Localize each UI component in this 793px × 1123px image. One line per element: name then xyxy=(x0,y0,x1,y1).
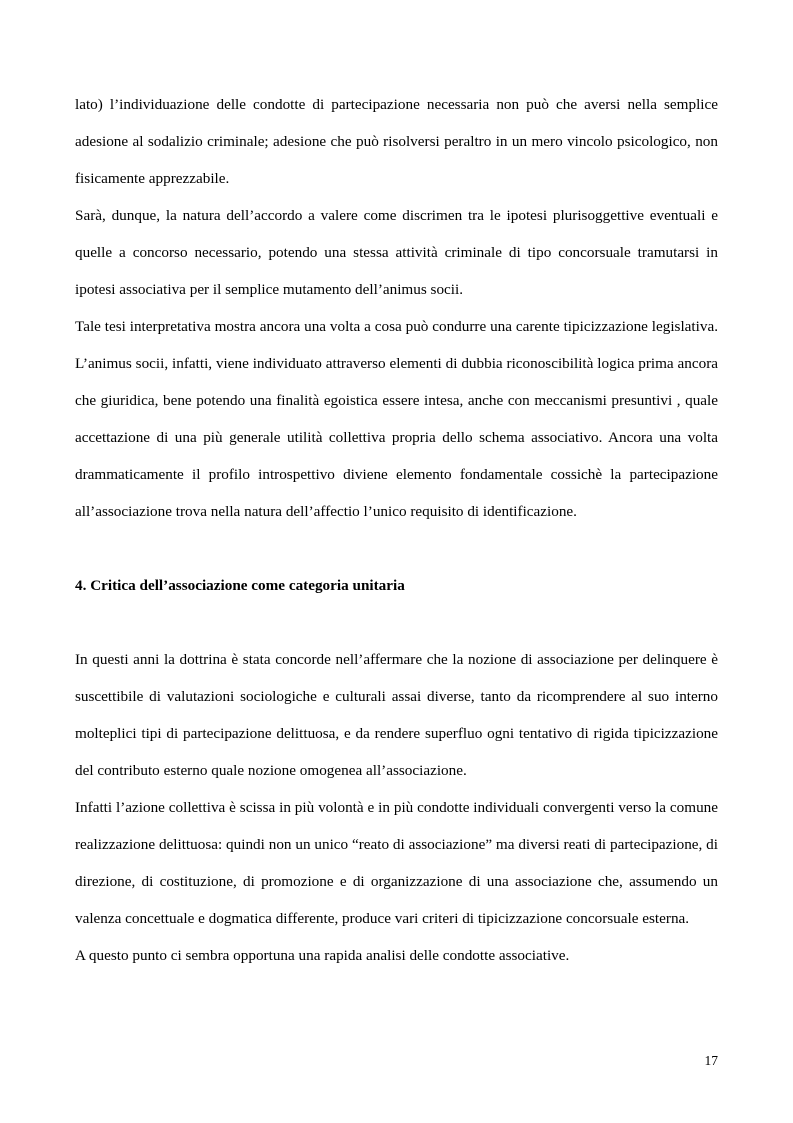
paragraph-analisi: A questo punto ci sembra opportuna una rapida analisi delle condotte associative. xyxy=(75,947,570,964)
body-text xyxy=(75,86,718,974)
paragraph-tesi-interpretativa: Tale tesi interpretativa mostra ancora una volta a cosa può condurre una carente tipicizzazione legislativa. L’animus socii, infatti, viene individuato attraverso elementi di dubbia riconoscibilità logica prima ancora che giuridica, bene potendo una finalità egoistica essere intesa, anche con meccanismi presuntivi , quale accettazione di una più generale utilità collettiva propria dello schema associativo. Ancora una volta drammaticamente il profilo introspettivo diviene elemento fondamentale cossichè la partecipazione all’associazione trova nella natura dell’affectio l’unico requisito di identificazione. xyxy=(75,318,718,520)
spacer xyxy=(75,604,718,641)
paragraph-dottrina: In questi anni la dottrina è stata concorde nell’affermare che la nozione di associazione per delinquere è suscettibile di valutazioni sociologiche e culturali assai diverse, tanto da ricomprendere al suo interno molteplici tipi di partecipazione delittuosa, e da rendere superfluo ogni tentativo di rigida tipicizzazione del contributo esterno quale nozione omogenea all’associazione. xyxy=(75,651,718,779)
section-heading: 4. Critica dell’associazione come categoria unitaria xyxy=(75,577,405,594)
paragraph-continuation: lato) l’individuazione delle condotte di partecipazione necessaria non può che aversi nella semplice adesione al sodalizio criminale; adesione che può risolversi peraltro in un mero vincolo psicologico, non fisicamente apprezzabile. xyxy=(75,96,718,187)
paragraph-discrimen: Sarà, dunque, la natura dell’accordo a valere come discrimen tra le ipotesi plurisoggettive eventuali e quelle a concorso necessario, potendo una stessa attività criminale di tipo concorsuale tramutarsi in ipotesi associativa per il semplice mutamento dell’animus socii. xyxy=(75,207,718,298)
paragraph-azione-collettiva: Infatti l’azione collettiva è scissa in più volontà e in più condotte individuali convergenti verso la comune realizzazione delittuosa: quindi non un unico “reato di associazione” ma diversi reati di partecipazione, di direzione, di costituzione, di promozione e di organizzazione di una associazione che, assumendo un valenza concettuale e dogmatica differente, produce vari criteri di tipicizzazione concorsuale esterna. xyxy=(75,799,718,927)
spacer xyxy=(75,530,718,567)
page-number: 17 xyxy=(704,1053,718,1068)
